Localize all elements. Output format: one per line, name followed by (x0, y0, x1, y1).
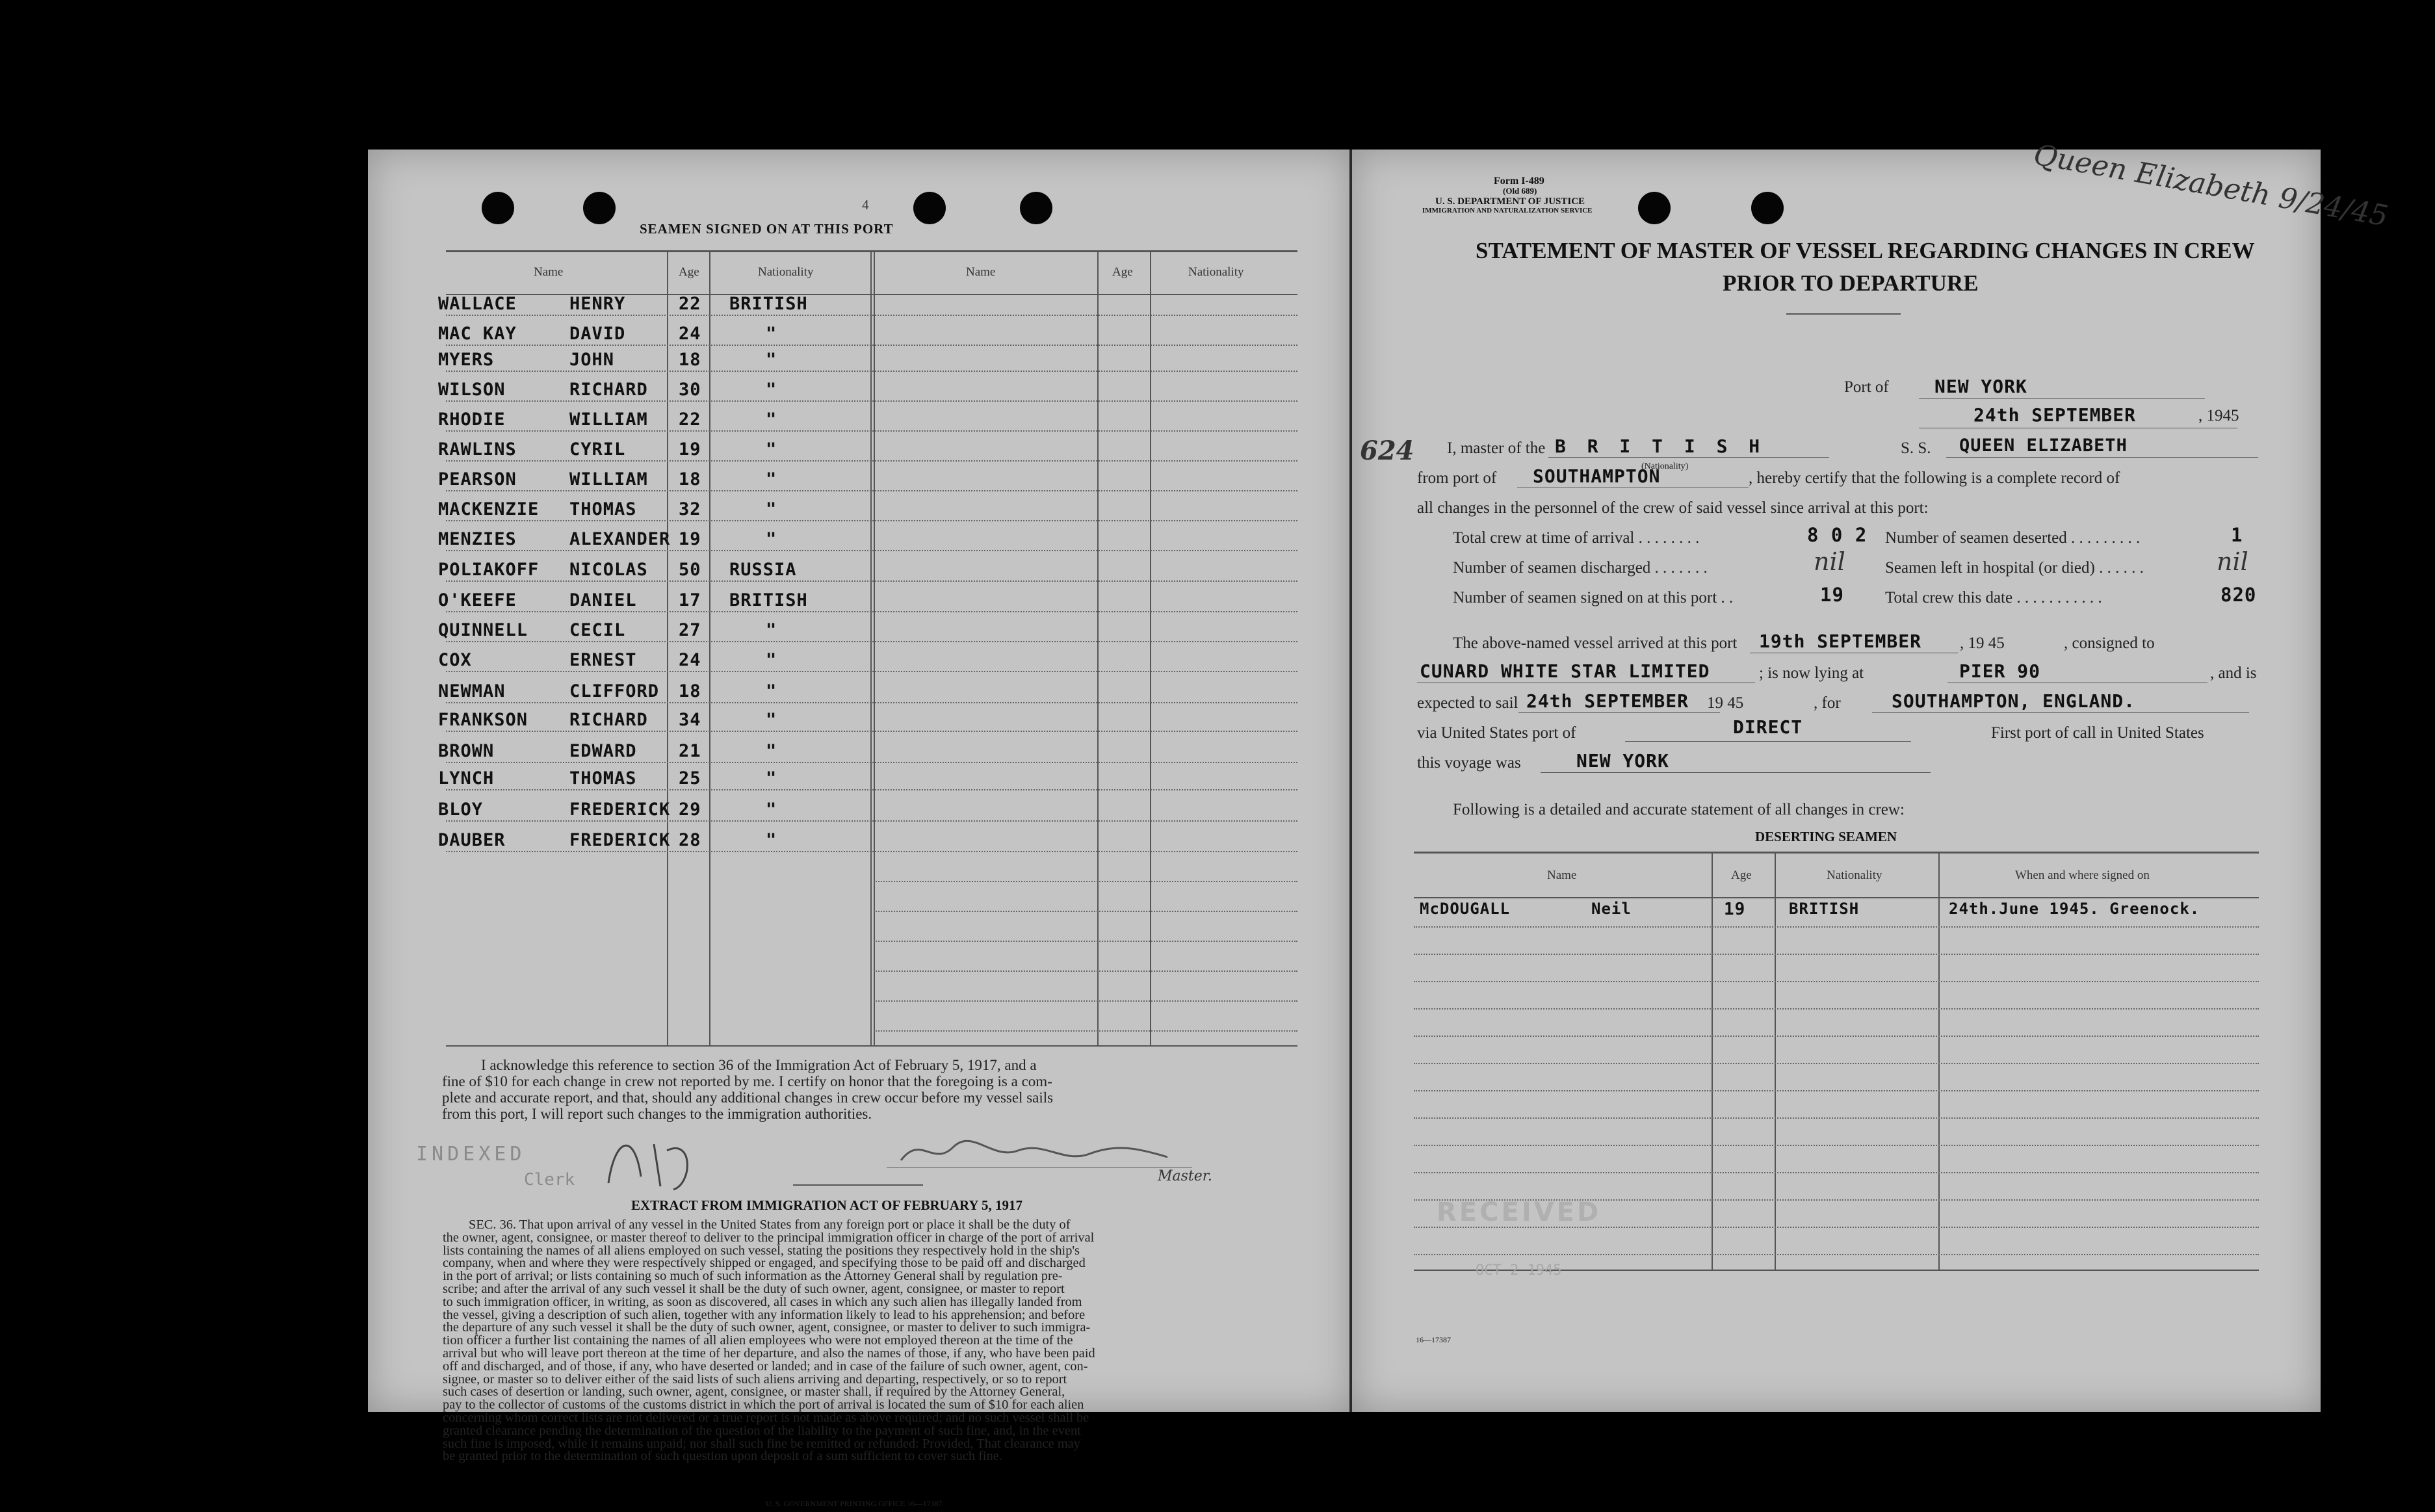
crew-nationality: " (766, 499, 777, 519)
crew-surname: MACKENZIE (438, 499, 540, 519)
crew-age: 18 (679, 469, 701, 489)
row-rule (1414, 1172, 2259, 1173)
crew-surname: PEARSON (438, 469, 517, 489)
desert-header-age: Age (1731, 868, 1752, 882)
extract-title: EXTRACT FROM IMMIGRATION ACT OF FEBRUARY 5, 1917 (631, 1197, 1023, 1213)
crew-age: 32 (679, 499, 701, 519)
department: U. S. DEPARTMENT OF JUSTICE (1435, 196, 1585, 207)
destination: SOUTHAMPTON, ENGLAND. (1892, 690, 2136, 712)
crew-age: 21 (679, 741, 701, 761)
crew-given-name: THOMAS (569, 768, 637, 789)
crew-surname: WALLACE (438, 294, 517, 314)
row-rule (874, 1030, 1297, 1032)
row-rule (446, 520, 1297, 521)
form-title-2: PRIOR TO DEPARTURE (1723, 270, 1979, 296)
desert-col-divider (1938, 854, 1940, 1270)
row-rule (1414, 1063, 2259, 1064)
ship-line (1946, 457, 2258, 458)
crew-given-name: WILLIAM (569, 410, 648, 430)
row-rule (874, 971, 1297, 972)
crew-age: 24 (679, 324, 701, 344)
acknowledgement-text: I acknowledge this reference to section 36 of the Immigration Act of February 5, 1917, and a fine of $10 for each change in crew not reported by me. I certify on honor that the foregoing is a com- plete and accurate report, and that, should any additional changes in crew occur before my vessel sails from this port, I will report such changes to the immigration authorities. (442, 1057, 1054, 1122)
printer-line: U. S. GOVERNMENT PRINTING OFFICE 16—17387 (766, 1499, 943, 1508)
crew-surname: FRANKSON (438, 710, 528, 730)
arrival-year: , 19 45 (1960, 634, 2005, 652)
col-header-nationality: Nationality (758, 265, 814, 279)
crew-given-name: ERNEST (569, 650, 637, 670)
row-rule (1414, 1254, 2259, 1255)
extract-rule (793, 1184, 923, 1186)
row-rule (446, 490, 1297, 491)
row-rule (1414, 1199, 2259, 1201)
deserting-title: DESERTING SEAMEN (1755, 829, 1897, 844)
crew-given-name: RICHARD (569, 380, 648, 400)
sail-date-line (1518, 712, 1720, 713)
crew-given-name: HENRY (569, 294, 626, 314)
nationality-value: B R I T I S H (1555, 436, 1765, 457)
row-rule (446, 789, 1297, 790)
nationality-line (1548, 457, 1829, 458)
col-header-name-2: Name (966, 265, 996, 279)
signed-on-value: 19 (1820, 584, 1844, 606)
row-rule (446, 315, 1297, 316)
crew-nationality: " (766, 350, 777, 370)
hospital-value: nil (2217, 547, 2248, 576)
service: IMMIGRATION AND NATURALIZATION SERVICE (1422, 207, 1593, 215)
form-old: (Old 689) (1503, 186, 1537, 196)
extract-line: such fine is imposed, while it remains unpaid; nor shall such fine be remitted or refunded: Provided, That clearance may (443, 1436, 1080, 1451)
crew-age: 18 (679, 681, 701, 701)
pier: PIER 90 (1959, 660, 2041, 682)
form-footer: 16—17387 (1416, 1335, 1451, 1344)
voyage-line (1541, 772, 1931, 773)
crew-surname: DAUBER (438, 830, 506, 850)
row-rule (1414, 954, 2259, 955)
crew-age: 18 (679, 350, 701, 370)
total-crew-date-label: Total crew this date . . . . . . . . . . . (1885, 589, 2102, 606)
row-rule (446, 430, 1297, 432)
lying-label: ; is now lying at (1759, 664, 1864, 682)
extract-line: to such immigration officer, in writing, as soon as discovered, all cases in which any such alien has illegally landed from (443, 1294, 1082, 1309)
row-rule (446, 762, 1297, 763)
clerk-initials (595, 1125, 706, 1203)
crew-given-name: EDWARD (569, 741, 637, 761)
crew-age: 25 (679, 768, 701, 789)
sail-date: 24th SEPTEMBER (1526, 690, 1689, 712)
crew-age: 22 (679, 410, 701, 430)
destination-line (1872, 712, 2249, 713)
desert-col-divider (1712, 854, 1713, 1270)
crew-nationality: " (766, 650, 777, 670)
crew-surname: BROWN (438, 741, 495, 761)
crew-given-name: FREDERICK (569, 800, 671, 820)
left-page (368, 150, 1352, 1508)
nationality-caption: (Nationality) (1641, 462, 1689, 471)
crew-nationality: BRITISH (729, 294, 808, 314)
extract-line: granted clearance pending the determination of the question of the liability to the payment of such fine, and, in the event (443, 1423, 1081, 1438)
crew-given-name: NICOLAS (569, 560, 648, 580)
deserting-header-rule (1414, 897, 2259, 898)
date-value: 24th SEPTEMBER (1973, 404, 2137, 426)
crew-nationality: " (766, 741, 777, 761)
crew-surname: BLOY (438, 800, 484, 820)
crew-nationality: " (766, 620, 777, 640)
crew-age: 24 (679, 650, 701, 670)
discharged-label: Number of seamen discharged . . . . . . . (1453, 559, 1708, 577)
col-header-name: Name (534, 265, 564, 279)
following-text: Following is a detailed and accurate statement of all changes in crew: (1453, 801, 1905, 818)
voyage-value: NEW YORK (1576, 750, 1669, 772)
crew-age: 34 (679, 710, 701, 730)
crew-surname: COX (438, 650, 472, 670)
received-stamp: RECEIVED (1437, 1197, 1602, 1227)
deserter-given-name: Neil (1591, 900, 1632, 918)
crew-given-name: THOMAS (569, 499, 637, 519)
crew-age: 30 (679, 380, 701, 400)
voyage-label: this voyage was (1417, 754, 1521, 772)
port-value: NEW YORK (1934, 376, 2027, 397)
deserted-value: 1 (2231, 524, 2243, 546)
crew-given-name: RICHARD (569, 710, 648, 730)
right-page (1352, 138, 2391, 1412)
crew-nationality: " (766, 380, 777, 400)
row-rule (1414, 1036, 2259, 1037)
consignee: CUNARD WHITE STAR LIMITED (1420, 660, 1710, 682)
row-rule (874, 1000, 1297, 1002)
extract-line: SEC. 36. That upon arrival of any vessel in the United States from any foreign port or place it shall be the duty of (469, 1218, 1071, 1232)
extract-line: be granted prior to the determination of such question upon deposit of a sum sufficient to cover such fine. (443, 1449, 1002, 1464)
punch-hole (482, 192, 514, 224)
extract-line: the owner, agent, consignee, or master thereof to deliver to the principal immigration officer in charge of the port of arrival (443, 1230, 1095, 1245)
extract-line: scribe; and after the arrival of any such vessel it shall be the duty of such owner, agent, consignee, or master to report (443, 1281, 1065, 1296)
row-rule (1414, 926, 2259, 928)
clerk-stamp: Clerk (524, 1170, 575, 1190)
row-rule (446, 641, 1297, 642)
extract-line: tion officer a further list containing the names of all alien employees who were not employed thereon at the time of the (443, 1333, 1073, 1348)
crew-surname: MYERS (438, 350, 495, 370)
punch-hole (1020, 192, 1052, 224)
via-value: DIRECT (1733, 716, 1803, 738)
master-signature (894, 1128, 1193, 1180)
deserter-surname: McDOUGALL (1420, 900, 1511, 918)
row-rule (446, 820, 1297, 822)
crew-nationality: " (766, 324, 777, 344)
extract-line: the vessel, giving a description of such alien, together with any information likely to lead to his apprehension; and before (443, 1307, 1086, 1322)
row-rule (446, 851, 1297, 852)
desert-header-nationality: Nationality (1827, 868, 1882, 882)
crew-surname: POLIAKOFF (438, 560, 540, 580)
crew-nationality: " (766, 768, 777, 789)
col-header-age-2: Age (1112, 265, 1133, 279)
crew-given-name: JOHN (569, 350, 615, 370)
master-of-label: I, master of the (1447, 439, 1546, 457)
stamp-date: OCT 2 1945 (1476, 1262, 1562, 1279)
crew-age: 17 (679, 590, 701, 610)
indexed-stamp: INDEXED (416, 1143, 526, 1166)
desert-header-when: When and where signed on (2015, 868, 2150, 882)
crew-age: 50 (679, 560, 701, 580)
crew-given-name: FREDERICK (569, 830, 671, 850)
row-rule (874, 911, 1297, 912)
crew-given-name: DAVID (569, 324, 626, 344)
from-port-label: from port of (1417, 469, 1497, 487)
table-bottom-rule (446, 1045, 1297, 1047)
crew-nationality: " (766, 830, 777, 850)
row-rule (1414, 1008, 2259, 1010)
hospital-label: Seamen left in hospital (or died) . . . . . . (1885, 559, 2144, 577)
total-crew-date-value: 820 (2220, 584, 2257, 606)
crew-age: 19 (679, 529, 701, 549)
row-rule (1414, 1227, 2259, 1228)
section-title: SEAMEN SIGNED ON AT THIS PORT (640, 221, 894, 237)
row-rule (446, 611, 1297, 612)
crew-nationality: RUSSIA (729, 560, 797, 580)
crew-given-name: WILLIAM (569, 469, 648, 489)
extract-line: in the port of arrival; or lists containing so much of such information as the Attorney General shall by regulation pre- (443, 1269, 1063, 1284)
certify-text: , hereby certify that the following is a complete record of (1749, 469, 2120, 487)
crew-nationality: " (766, 469, 777, 489)
row-rule (446, 371, 1297, 372)
extract-line: arrival but who will leave port thereon at the time of her departure, and also the names of those, if any, who have been paid (443, 1346, 1095, 1361)
crew-surname: RHODIE (438, 410, 506, 430)
via-line (1625, 741, 1911, 742)
punch-hole (1638, 192, 1671, 224)
and-is: , and is (2210, 664, 2257, 682)
port-line (1919, 398, 2205, 399)
extract-text (443, 1219, 1095, 1463)
crew-nationality: BRITISH (729, 590, 808, 610)
crew-age: 29 (679, 800, 701, 820)
crew-surname: WILSON (438, 380, 506, 400)
crew-nationality: " (766, 710, 777, 730)
page-number: 4 (862, 197, 869, 213)
from-port-value: SOUTHAMPTON (1533, 465, 1661, 487)
row-rule (1414, 1145, 2259, 1146)
discharged-value: nil (1814, 547, 1845, 576)
total-crew-arrival-value: 8 0 2 (1807, 524, 1868, 546)
extract-line: signee, or master so to deliver either of the said lists of such aliens arriving and departing, respectively, or so to report (443, 1372, 1067, 1387)
col-header-nationality-2: Nationality (1188, 265, 1244, 279)
row-rule (446, 550, 1297, 551)
crew-surname: RAWLINS (438, 439, 517, 460)
row-rule (874, 881, 1297, 882)
crew-surname: LYNCH (438, 768, 495, 789)
row-rule (874, 941, 1297, 942)
arrival-date: 19th SEPTEMBER (1759, 631, 1922, 652)
deserter-nationality: BRITISH (1789, 900, 1860, 918)
crew-nationality: " (766, 529, 777, 549)
date-year: , 1945 (2198, 407, 2239, 424)
row-rule (446, 731, 1297, 732)
form-number: Form I-489 (1494, 176, 1544, 187)
extract-line: the departure of any such vessel it shall be the duty of such owner, agent, consignee, or master to deliver to such immigra- (443, 1320, 1091, 1335)
for-label: , for (1814, 694, 1841, 712)
desert-col-divider (1775, 854, 1776, 1270)
row-rule (446, 460, 1297, 462)
crew-age: 27 (679, 620, 701, 640)
crew-given-name: CECIL (569, 620, 626, 640)
crew-nationality: " (766, 410, 777, 430)
expected-label: expected to sail (1417, 694, 1518, 712)
row-rule (446, 702, 1297, 703)
crew-given-name: CYRIL (569, 439, 626, 460)
crew-nationality: " (766, 800, 777, 820)
extract-line: pay to the collector of customs of the customs district in which the port of arrival is located the sum of $10 for each alien (443, 1398, 1084, 1413)
extract-line: off and discharged, and of those, if any, who have deserted or landed; and in case of the failure of such owner, agent, con- (443, 1359, 1088, 1374)
crew-nationality: " (766, 681, 777, 701)
deserting-top-rule (1414, 852, 2259, 854)
via-label: via United States port of (1417, 724, 1576, 742)
row-rule (446, 671, 1297, 672)
first-port-label: First port of call in United States (1991, 724, 2204, 742)
crew-age: 22 (679, 294, 701, 314)
crew-given-name: ALEXANDER (569, 529, 671, 549)
deserter-age: 19 (1724, 900, 1746, 919)
deserter-signed-on: 24th.June 1945. Greenock. (1949, 900, 2200, 918)
table-top-rule (446, 250, 1297, 252)
row-rule (1414, 1090, 2259, 1091)
master-label: Master. (1158, 1168, 1212, 1184)
row-rule (1414, 981, 2259, 982)
extract-line: concerning whom correct lists are not delivered or a true report is not made as above required; and no such vessel shall be (443, 1410, 1089, 1425)
crew-age: 19 (679, 439, 701, 460)
crew-age: 28 (679, 830, 701, 850)
signed-on-label: Number of seamen signed on at this port . . (1453, 589, 1734, 606)
extract-line: company, when and where they were respectively shipped or engaged, and specifying those to be paid off and discharged (443, 1256, 1086, 1271)
col-header-age: Age (679, 265, 699, 279)
sail-year: 19 45 (1707, 694, 1744, 712)
punch-hole (913, 192, 946, 224)
title-rule (1786, 313, 1901, 315)
total-crew-arrival-label: Total crew at time of arrival . . . . . . . . (1453, 529, 1700, 547)
crew-surname: MAC KAY (438, 324, 517, 344)
form-title-1: STATEMENT OF MASTER OF VESSEL REGARDING CHANGES IN CREW (1476, 238, 2255, 263)
port-label: Port of (1844, 378, 1889, 396)
punch-hole (1751, 192, 1784, 224)
row-rule (446, 400, 1297, 402)
extract-line: lists containing the names of all aliens employed on such vessel, stating the positions they respectively hold in the ship's (443, 1243, 1080, 1258)
punch-hole (583, 192, 616, 224)
desert-header-name: Name (1547, 868, 1577, 882)
row-rule (1414, 1117, 2259, 1119)
crew-given-name: CLIFFORD (569, 681, 660, 701)
extract-line: such cases of desertion or landing, such owner, agent, consignee, or master shall, if required by the Attorney General, (443, 1385, 1065, 1400)
crew-given-name: DANIEL (569, 590, 637, 610)
handwritten-ship-note: Queen Elizabeth 9/24/45 (2031, 138, 2391, 233)
all-changes-text: all changes in the personnel of the crew of said vessel since arrival at this port: (1417, 499, 1929, 517)
deserted-label: Number of seamen deserted . . . . . . . . . (1885, 529, 2141, 547)
crew-surname: MENZIES (438, 529, 517, 549)
ss-label: S. S. (1901, 439, 1931, 457)
crew-surname: O'KEEFE (438, 590, 517, 610)
crew-nationality: " (766, 439, 777, 460)
arrival-text: The above-named vessel arrived at this port (1453, 634, 1738, 652)
row-rule (446, 580, 1297, 582)
ship-name: QUEEN ELIZABETH (1959, 436, 2128, 456)
crew-surname: NEWMAN (438, 681, 506, 701)
consigned-label: , consigned to (2064, 634, 2155, 652)
crew-surname: QUINNELL (438, 620, 528, 640)
margin-number: 624 (1360, 436, 1414, 466)
row-rule (446, 345, 1297, 346)
